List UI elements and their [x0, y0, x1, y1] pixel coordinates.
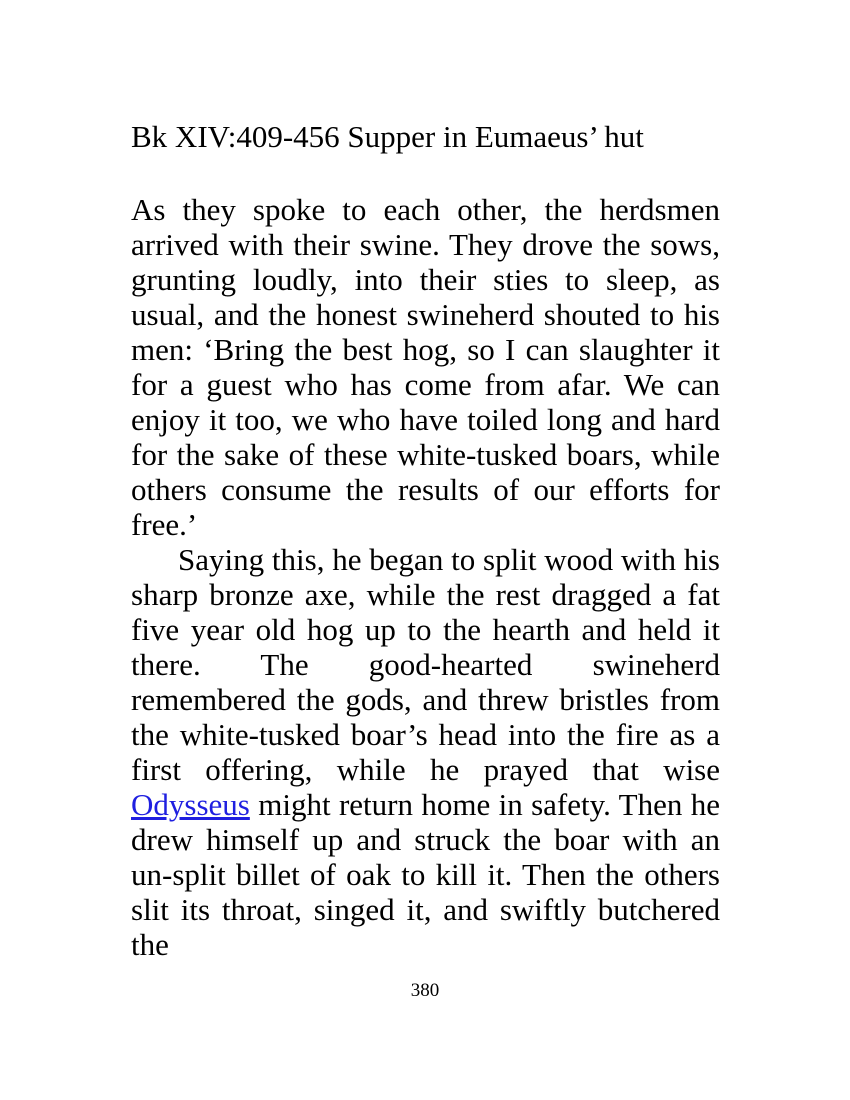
paragraph-2-text-after-link: might return home in safety. Then he drew himself up and struck the boar with an un-split billet of oak to kill it. Then the others slit its throat, singed it, and swiftly butchered the [131, 787, 720, 962]
paragraph-2 [131, 542, 720, 962]
odysseus-link[interactable]: Odysseus [131, 787, 250, 822]
page-body [131, 117, 720, 962]
section-heading: Bk XIV:409-456 Supper in Eumaeus’ hut [131, 119, 644, 154]
paragraph-2-text-before-link: Saying this, he began to split wood with his sharp bronze axe, while the rest dragged a fat five year old hog up to the hearth and held it there. The good-hearted swineherd remembered the gods, and threw bristles from the white-tusked boar’s head into the fire as a first offering, while he prayed that wise [131, 542, 720, 787]
paragraph-1: As they spoke to each other, the herdsmen arrived with their swine. They drove the sows, grunting loudly, into their sties to sleep, as usual, and the honest swineherd shouted to his men: ‘Bring the best hog, so I can slaughter it for a guest who has come from afar. We can enjoy it too, we who have toiled long and hard for the sake of these white-tusked boars, while others consume the results of our efforts for free.’ [131, 192, 720, 542]
page-number: 380 [410, 980, 440, 1001]
